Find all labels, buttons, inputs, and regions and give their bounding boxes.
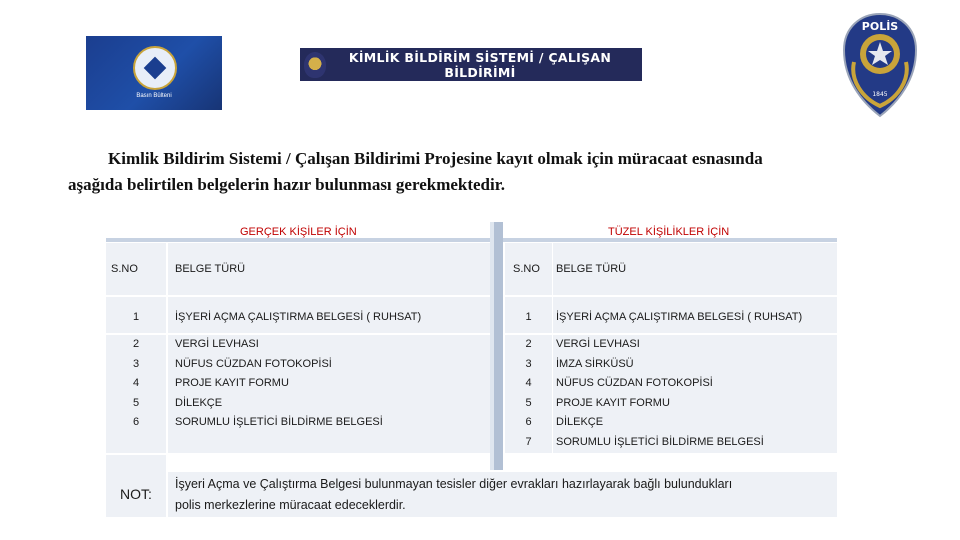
note-text-cell xyxy=(168,472,837,517)
table-row-doc: SORUMLU İŞLETİCİ BİLDİRME BELGESİ xyxy=(175,416,383,429)
intro-line-2: aşağıda belirtilen belgelerin hazır bulunması gerekmektedir. xyxy=(68,175,505,194)
table-row-doc: PROJE KAYIT FORMU xyxy=(175,377,289,390)
badge-year: 1845 xyxy=(872,91,888,98)
note-label: NOT: xyxy=(120,486,152,502)
gercek-title: GERÇEK KİŞİLER İÇİN xyxy=(240,226,357,238)
banner-text: KİMLİK BİLDİRİM SİSTEMİ / ÇALIŞAN BİLDİRİMİ xyxy=(348,49,612,80)
gercek-col-type: BELGE TÜRÜ xyxy=(175,263,246,275)
police-badge-icon xyxy=(840,10,920,120)
gercek-header-sno xyxy=(106,243,166,295)
gercek-row-1-doc: İŞYERİ AÇMA ÇALIŞTIRMA BELGESİ ( RUHSAT) xyxy=(168,297,490,333)
intro-line-1: Kimlik Bildirim Sistemi / Çalışan Bildirimi Projesine kayıt olmak için müracaat esnasında xyxy=(108,149,763,168)
table-row-no: 5 xyxy=(525,396,532,409)
intro-paragraph xyxy=(68,146,898,198)
table-row-no: 4 xyxy=(132,377,140,390)
gercek-col-no: S.NO xyxy=(111,263,138,275)
table-row-no: 7 xyxy=(525,435,532,448)
police-seal-icon xyxy=(133,46,177,90)
table-row-doc: İMZA SİRKÜSÜ xyxy=(556,357,634,370)
table-row-no: 5 xyxy=(132,396,140,409)
table-row-no: 3 xyxy=(132,357,140,370)
table-row-doc: NÜFUS CÜZDAN FOTOKOPİSİ xyxy=(556,377,713,390)
gercek-rows-doc xyxy=(168,335,490,453)
table-row-doc: VERGİ LEVHASI xyxy=(556,338,640,350)
table-row-doc: NÜFUS CÜZDAN FOTOKOPİSİ xyxy=(175,357,332,370)
table-row-no: 4 xyxy=(525,377,532,390)
tuzel-row-1-doc: İŞYERİ AÇMA ÇALIŞTIRMA BELGESİ ( RUHSAT) xyxy=(553,297,837,333)
note-line-1: İşyeri Açma ve Çalıştırma Belgesi bulunmayan tesisler diğer evrakları hazırlayarak bağlı bulundukları xyxy=(175,477,733,491)
logo-caption: Basın Bülteni xyxy=(136,93,172,99)
gercek-rows-no xyxy=(106,335,166,453)
badge-text: POLİS xyxy=(861,20,899,33)
tuzel-title: TÜZEL KİŞİLİKLER İÇİN xyxy=(608,226,730,238)
table-row-doc: SORUMLU İŞLETİCİ BİLDİRME BELGESİ xyxy=(556,435,764,448)
gercek-title-divider xyxy=(106,238,490,242)
note-label-cell xyxy=(106,455,166,517)
police-emblem-icon xyxy=(304,52,326,78)
tuzel-title-divider xyxy=(503,238,837,242)
table-row-doc: PROJE KAYIT FORMU xyxy=(556,396,670,409)
table-row-no: 2 xyxy=(525,338,532,350)
tuzel-rows-doc xyxy=(553,335,837,453)
gercek-header-type xyxy=(168,243,490,295)
table-row-doc: DİLEKÇE xyxy=(556,416,604,429)
tuzel-col-type: BELGE TÜRÜ xyxy=(556,263,627,275)
note-line-2: polis merkezlerine müracaat edeceklerdir. xyxy=(175,498,406,512)
table-row-doc: VERGİ LEVHASI xyxy=(175,338,259,350)
gercek-row-1-no: 1 xyxy=(106,297,166,333)
table-row-doc: DİLEKÇE xyxy=(175,396,223,409)
tuzel-rows-no xyxy=(505,335,552,453)
tuzel-row-1-no: 1 xyxy=(505,297,552,333)
table-row-no: 3 xyxy=(525,357,532,370)
table-row-no: 2 xyxy=(132,338,140,350)
press-bulletin-logo xyxy=(86,36,222,110)
table-row-no: 6 xyxy=(525,416,532,429)
column-separator-highlight xyxy=(490,222,494,470)
table-row-no: 6 xyxy=(132,416,140,429)
tuzel-header-type xyxy=(553,243,837,295)
tuzel-col-no: S.NO xyxy=(513,263,540,275)
system-banner xyxy=(300,48,642,81)
tuzel-header-sno xyxy=(505,243,552,295)
